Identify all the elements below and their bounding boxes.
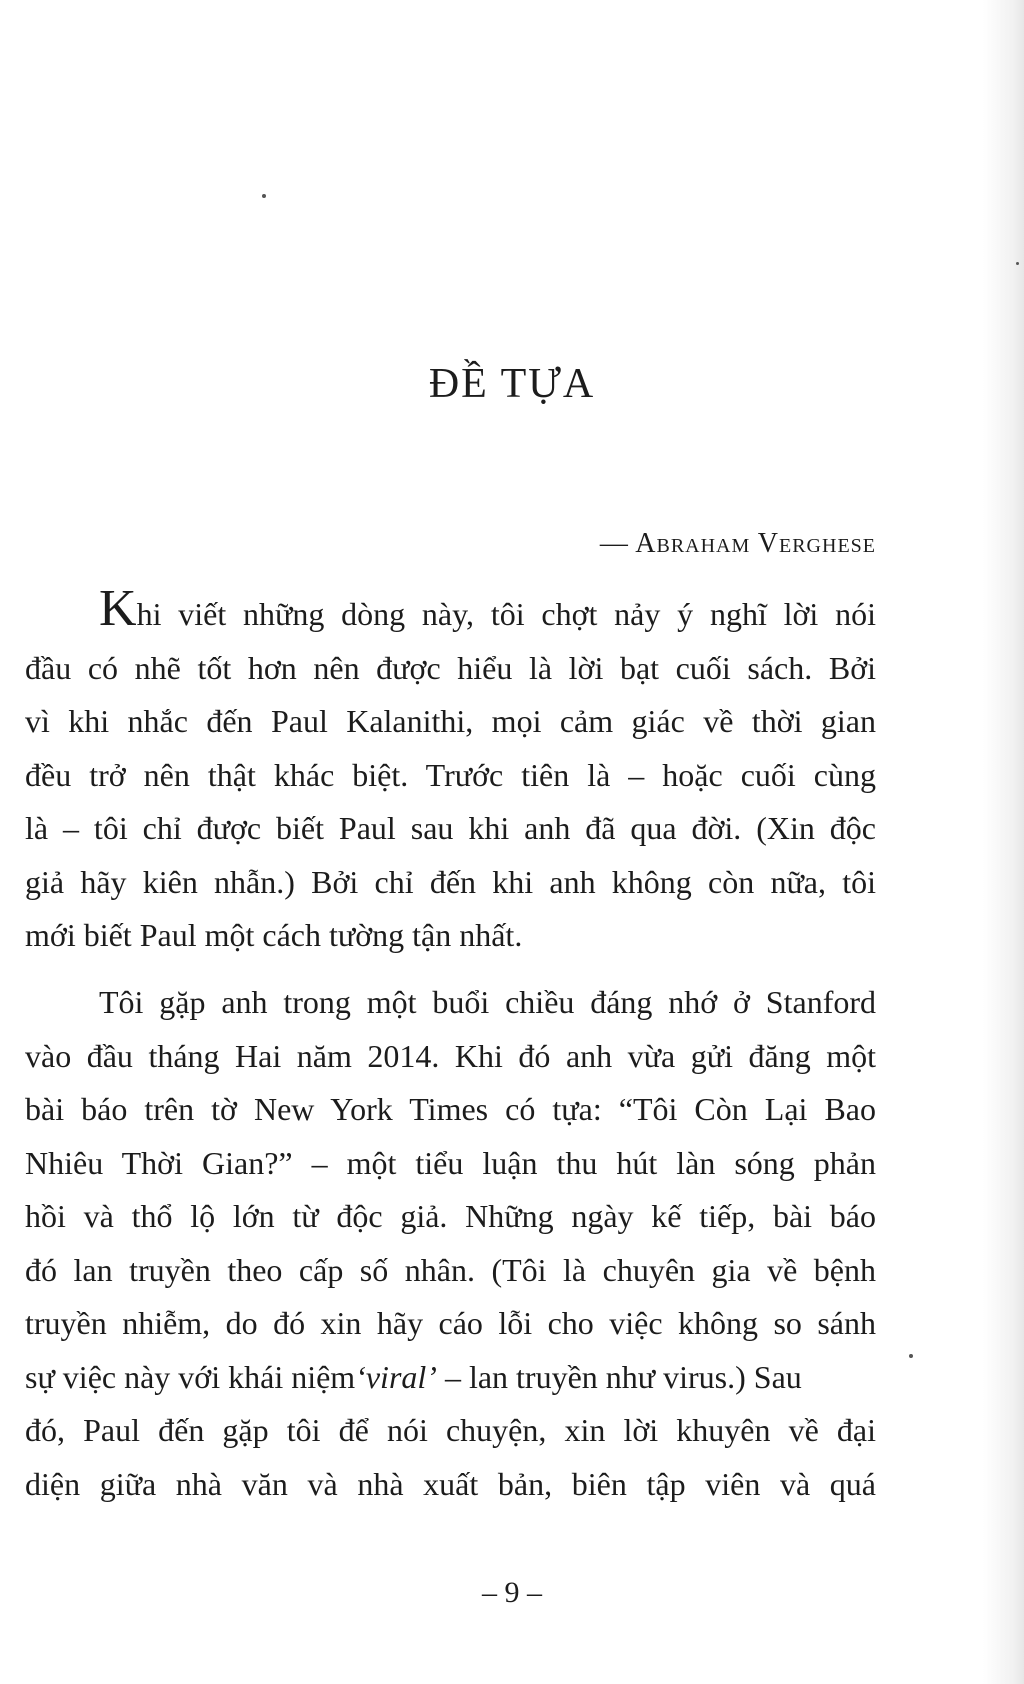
paper-speck [262, 194, 266, 198]
paragraph-2-line-4: Nhiêu Thời Gian?” – một tiểu luận thu hút làn sóng phản [25, 1144, 876, 1181]
paragraph-1-line-4: đều trở nên thật khác biệt. Trước tiên là – hoặc cuối cùng [25, 756, 876, 793]
chapter-title: ĐỀ TỰA [428, 361, 596, 407]
paper-speck [909, 1354, 913, 1358]
paragraph-2-line-10: diện giữa nhà văn và nhà xuất bản, biên tập viên và quá [25, 1465, 876, 1502]
page-number: – 9 – [482, 1576, 542, 1609]
paragraph-2-line-7: truyền nhiễm, do đó xin hãy cáo lỗi cho việc không so sánh [25, 1305, 876, 1341]
line-text: hi viết những dòng này, tôi chợt nảy ý nghĩ lời nói [136, 596, 876, 632]
paper-speck [1016, 262, 1019, 265]
paragraph-1-line-2: đầu có nhẽ tốt hơn nên được hiểu là lời bạt cuối sách. Bởi [25, 649, 876, 686]
author-attribution: — Abraham Verghese [599, 528, 876, 559]
paragraph-1-line-5: là – tôi chỉ được biết Paul sau khi anh đã qua đời. (Xin độc [25, 810, 876, 846]
paragraph-1-line-6: giả hãy kiên nhẫn.) Bởi chỉ đến khi anh không còn nữa, tôi [25, 863, 876, 900]
paragraph-2-line-3: bài báo trên tờ New York Times có tựa: “Tôi Còn Lại Bao [25, 1091, 876, 1127]
paragraph-2-line-9: đó, Paul đến gặp tôi để nói chuyện, xin lời khuyên về đại [25, 1412, 876, 1448]
line-text: – lan truyền như virus.) Sau [436, 1358, 802, 1395]
paragraph-2 [25, 976, 876, 1511]
paragraph-1-line-7: mới biết Paul một cách tường tận nhất. [25, 917, 523, 953]
paragraph-2-line-2: vào đầu tháng Hai năm 2014. Khi đó anh vừa gửi đăng một [25, 1037, 876, 1074]
drop-cap: K [99, 580, 137, 637]
paragraph-1-line-1 [25, 580, 876, 642]
line-text: sự việc này với khái niệm [25, 1358, 356, 1395]
italic-term: ‘viral’ [355, 1358, 437, 1395]
paragraph-1-line-3: vì khi nhắc đến Paul Kalanithi, mọi cảm giác về thời gian [25, 703, 876, 739]
paragraph-2-line-1: Tôi gặp anh trong một buổi chiều đáng nhớ ở Stanford [99, 984, 876, 1020]
paragraph-1 [25, 580, 876, 963]
paragraph-2-line-5: hồi và thổ lộ lớn từ độc giả. Những ngày kế tiếp, bài báo [25, 1198, 876, 1234]
paragraph-2-line-8 [25, 1351, 876, 1405]
paragraph-2-line-6: đó lan truyền theo cấp số nhân. (Tôi là chuyên gia về bệnh [25, 1251, 876, 1288]
